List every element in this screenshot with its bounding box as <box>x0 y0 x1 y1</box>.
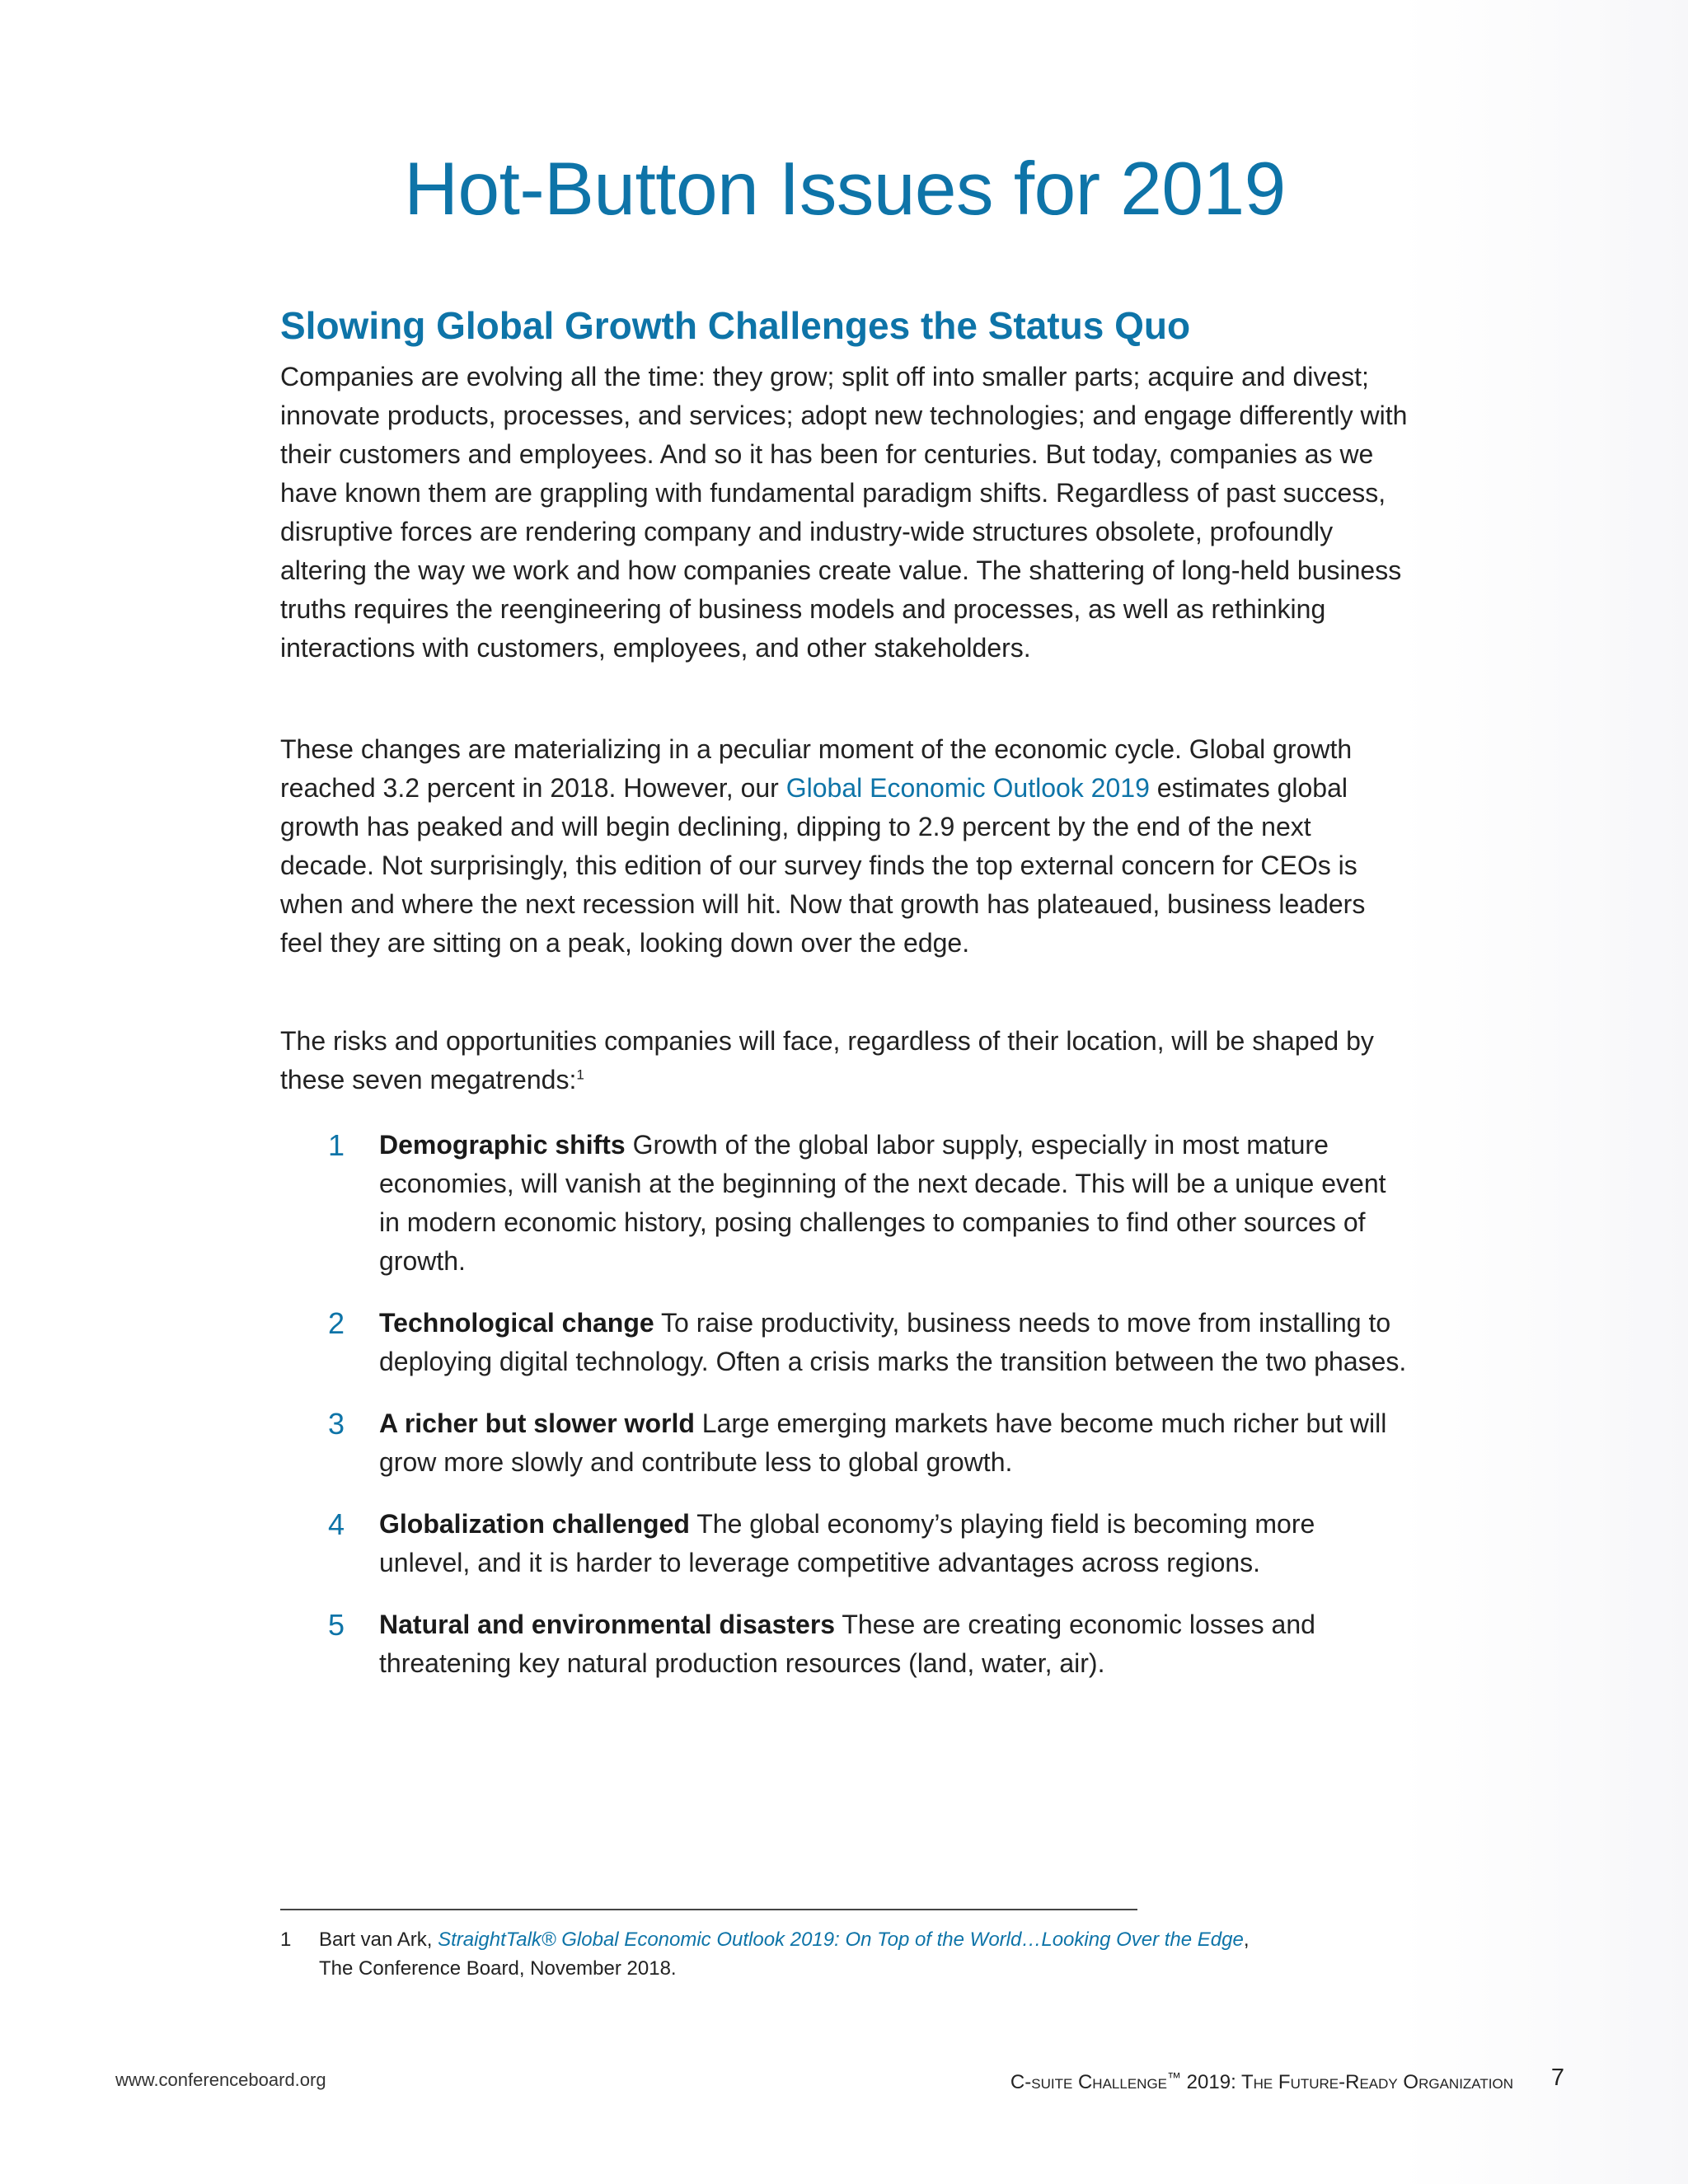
list-item-number: 4 <box>328 1507 345 1541</box>
list-item-title: Natural and environmental disasters <box>379 1610 836 1639</box>
section-heading: Slowing Global Growth Challenges the Status Quo <box>280 304 1191 347</box>
footnote <box>280 1925 1409 1983</box>
paragraph-text: The risks and opportunities companies will face, regardless of their location, will be shaped by these seven megatrends: <box>280 1026 1374 1094</box>
paragraph-text: estimates global growth has peaked and will begin declining, dipping to 2.9 percent by the end of the next decade. Not surprisingly, this edition of our survey finds the top external concern for CEOs is when and where the next recession will hit. Now that growth has plateaued, business leaders feel they are sitting on a peak, looking down over the edge. <box>280 773 1366 958</box>
list-item-title: Technological change <box>379 1308 654 1338</box>
list-item-text: These are creating economic losses and threatening key natural production resources (land, water, air). <box>379 1610 1315 1678</box>
list-item-number: 2 <box>328 1306 345 1340</box>
report-title-prefix: C-suite Challenge <box>1010 2071 1168 2093</box>
footnote-reference[interactable]: 1 <box>576 1066 584 1083</box>
footnote-comma: , <box>1243 1929 1250 1951</box>
list-item-number: 3 <box>328 1407 345 1441</box>
footer-report-title <box>1010 2071 1513 2094</box>
paragraph-megatrends-intro <box>280 1022 1409 1099</box>
report-title-suffix: 2019: The Future-Ready Organization <box>1181 2071 1513 2093</box>
megatrends-list <box>280 1126 1409 1706</box>
list-item-text: Large emerging markets have become much richer but will grow more slowly and contribute less to global growth. <box>379 1408 1387 1477</box>
list-item-text: The global economy’s playing field is becoming more unlevel, and it is harder to leverage competitive advantages across regions. <box>379 1509 1315 1577</box>
list-item-title: Demographic shifts <box>379 1130 626 1160</box>
list-item-number: 5 <box>328 1608 345 1642</box>
list-item <box>280 1404 1409 1482</box>
list-item <box>280 1505 1409 1582</box>
global-economic-outlook-link[interactable]: Global Economic Outlook 2019 <box>785 773 1150 803</box>
footnote-author: Bart van Ark, <box>319 1929 438 1951</box>
list-item-title: A richer but slower world <box>379 1408 695 1438</box>
page-background-shade <box>1401 0 1688 2184</box>
list-item <box>280 1605 1409 1683</box>
footnote-source-link[interactable]: StraightTalk® Global Economic Outlook 2019: On Top of the World…Looking Over the Edge <box>438 1929 1244 1951</box>
list-item <box>280 1126 1409 1281</box>
paragraph-economic-cycle <box>280 730 1409 963</box>
paragraph-intro: Companies are evolving all the time: they grow; split off into smaller parts; acquire and divest; innovate products, processes, and services; adopt new technologies; and engage differently with their customers and employees. And so it has been for centuries. But today, companies as we have known them are grappling with fundamental paradigm shifts. Regardless of past success, disruptive forces are rendering company and industry-wide structures obsolete, profoundly altering the way we work and how companies create value. The shattering of long-held business truths requires the reengineering of business models and processes, as well as rethinking interactions with customers, employees, and other stakeholders. <box>280 362 1408 663</box>
page-number: 7 <box>1550 2064 1564 2091</box>
list-item-text: Growth of the global labor supply, especially in most mature economies, will vanish at the beginning of the next decade. This will be a unique event in modern economic history, posing challenges to companies to find other sources of growth. <box>379 1130 1386 1276</box>
footnote-publisher: The Conference Board, November 2018. <box>319 1957 677 1980</box>
list-item-number: 1 <box>328 1128 345 1162</box>
list-item-text: To raise productivity, business needs to move from installing to deploying digital technology. Often a crisis marks the transition between the two phases. <box>379 1308 1407 1376</box>
footnote-text <box>319 1925 1409 1983</box>
footnote-number: 1 <box>280 1929 292 1951</box>
list-item <box>280 1304 1409 1381</box>
footer-website: www.conferenceboard.org <box>115 2069 326 2090</box>
paragraph-text: These changes are materializing in a peculiar moment of the economic cycle. Global growth reached 3.2 percent in 2018. However, our <box>280 734 1353 803</box>
page-title: Hot-Button Issues for 2019 <box>404 148 1286 231</box>
list-item-title: Globalization challenged <box>379 1509 690 1539</box>
footnote-divider <box>280 1909 1137 1910</box>
trademark-symbol: ™ <box>1167 2069 1182 2086</box>
